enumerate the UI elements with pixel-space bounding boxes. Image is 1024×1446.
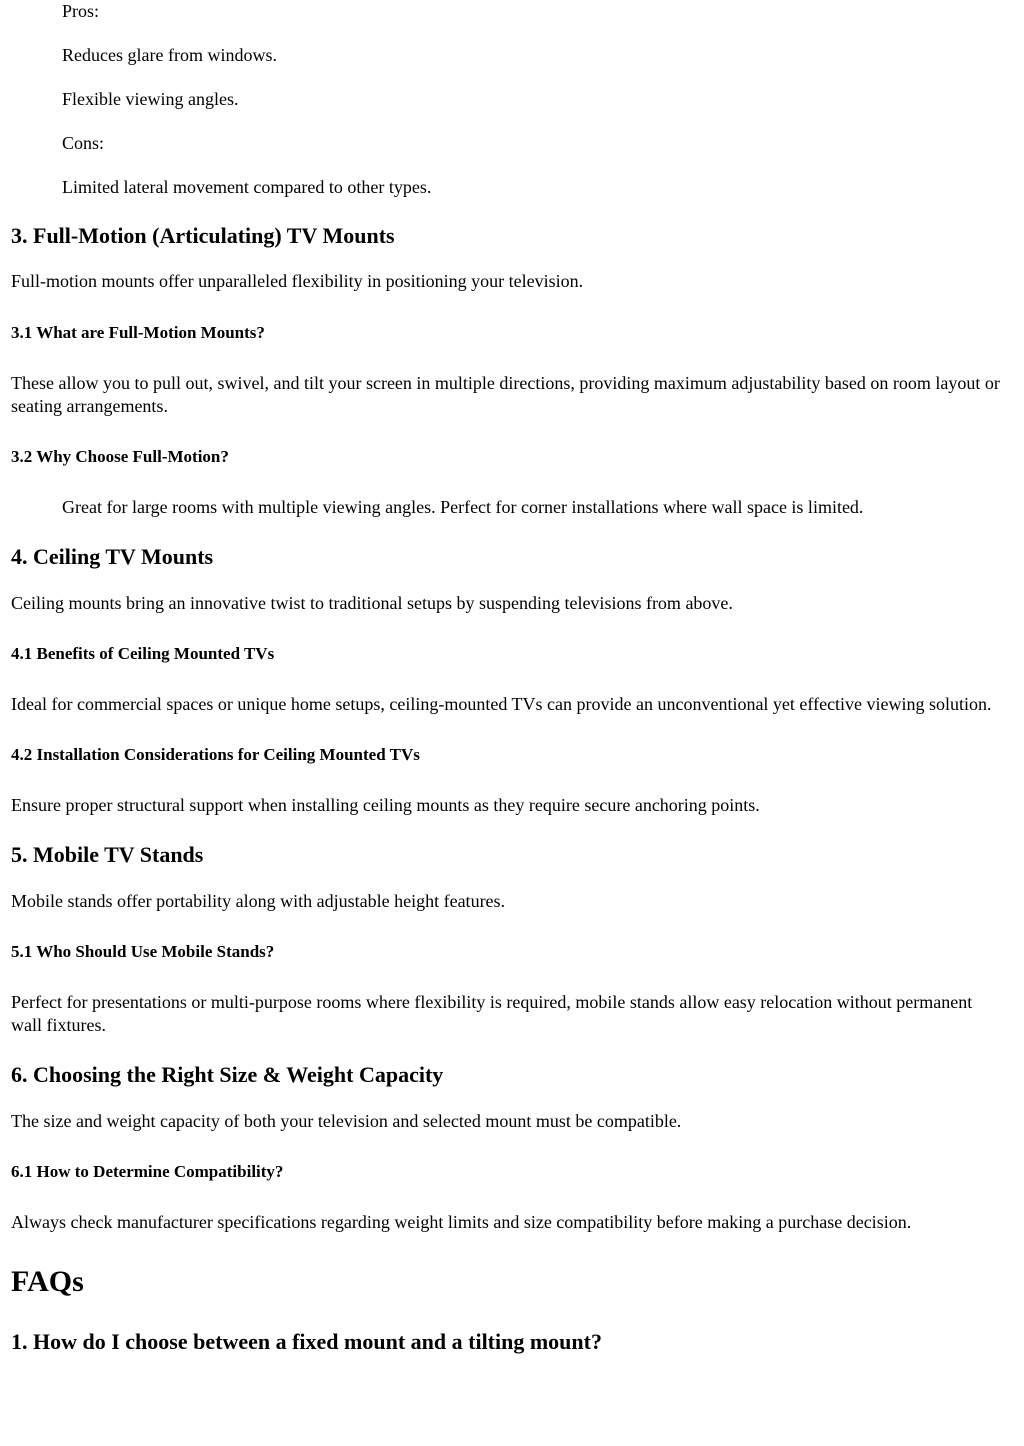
pros-label: Pros: <box>62 1 100 21</box>
section-3-1-text: These allow you to pull out, swivel, and tilt your screen in multiple directions, providing maximum adjustability based on room layout or seating arrangements. <box>11 373 1000 416</box>
article-body <box>11 0 1001 1356</box>
section-4-intro: Ceiling mounts bring an innovative twist to traditional setups by suspending televisions from above. <box>11 593 733 613</box>
cons-item: Limited lateral movement compared to other types. <box>62 177 432 197</box>
section-3-heading: 3. Full-Motion (Articulating) TV Mounts <box>11 223 395 248</box>
section-6-1-heading: 6.1 How to Determine Compatibility? <box>11 1162 284 1181</box>
section-5-1-heading: 5.1 Who Should Use Mobile Stands? <box>11 942 275 961</box>
section-4-1-text: Ideal for commercial spaces or unique home setups, ceiling-mounted TVs can provide an unconventional yet effective viewing solution. <box>11 694 992 714</box>
section-3-2-text: Great for large rooms with multiple viewing angles. Perfect for corner installations where wall space is limited. <box>62 497 864 517</box>
section-4-2-text: Ensure proper structural support when installing ceiling mounts as they require secure anchoring points. <box>11 795 760 815</box>
faq-question-1: 1. How do I choose between a fixed mount and a tilting mount? <box>11 1329 602 1354</box>
pros-item: Flexible viewing angles. <box>62 89 239 109</box>
section-6-intro: The size and weight capacity of both your television and selected mount must be compatible. <box>11 1111 682 1131</box>
section-3-2-heading: 3.2 Why Choose Full-Motion? <box>11 447 229 466</box>
section-4-2-heading: 4.2 Installation Considerations for Ceiling Mounted TVs <box>11 745 420 764</box>
section-5-intro: Mobile stands offer portability along with adjustable height features. <box>11 891 506 911</box>
section-3-1-heading: 3.1 What are Full-Motion Mounts? <box>11 323 265 342</box>
section-6-1-text: Always check manufacturer specifications regarding weight limits and size compatibility before making a purchase decision. <box>11 1212 912 1232</box>
section-4-1-heading: 4.1 Benefits of Ceiling Mounted TVs <box>11 644 275 663</box>
cons-label: Cons: <box>62 133 105 153</box>
section-3-intro: Full-motion mounts offer unparalleled flexibility in positioning your television. <box>11 271 584 291</box>
section-5-1-text: Perfect for presentations or multi-purpose rooms where flexibility is required, mobile stands allow easy relocation without permanent wall fixtures. <box>11 992 973 1035</box>
section-6-heading: 6. Choosing the Right Size & Weight Capacity <box>11 1062 444 1087</box>
section-5-heading: 5. Mobile TV Stands <box>11 842 204 867</box>
pros-cons-block <box>11 0 1001 199</box>
faqs-heading: FAQs <box>11 1265 84 1298</box>
pros-item: Reduces glare from windows. <box>62 45 277 65</box>
section-4-heading: 4. Ceiling TV Mounts <box>11 544 214 569</box>
